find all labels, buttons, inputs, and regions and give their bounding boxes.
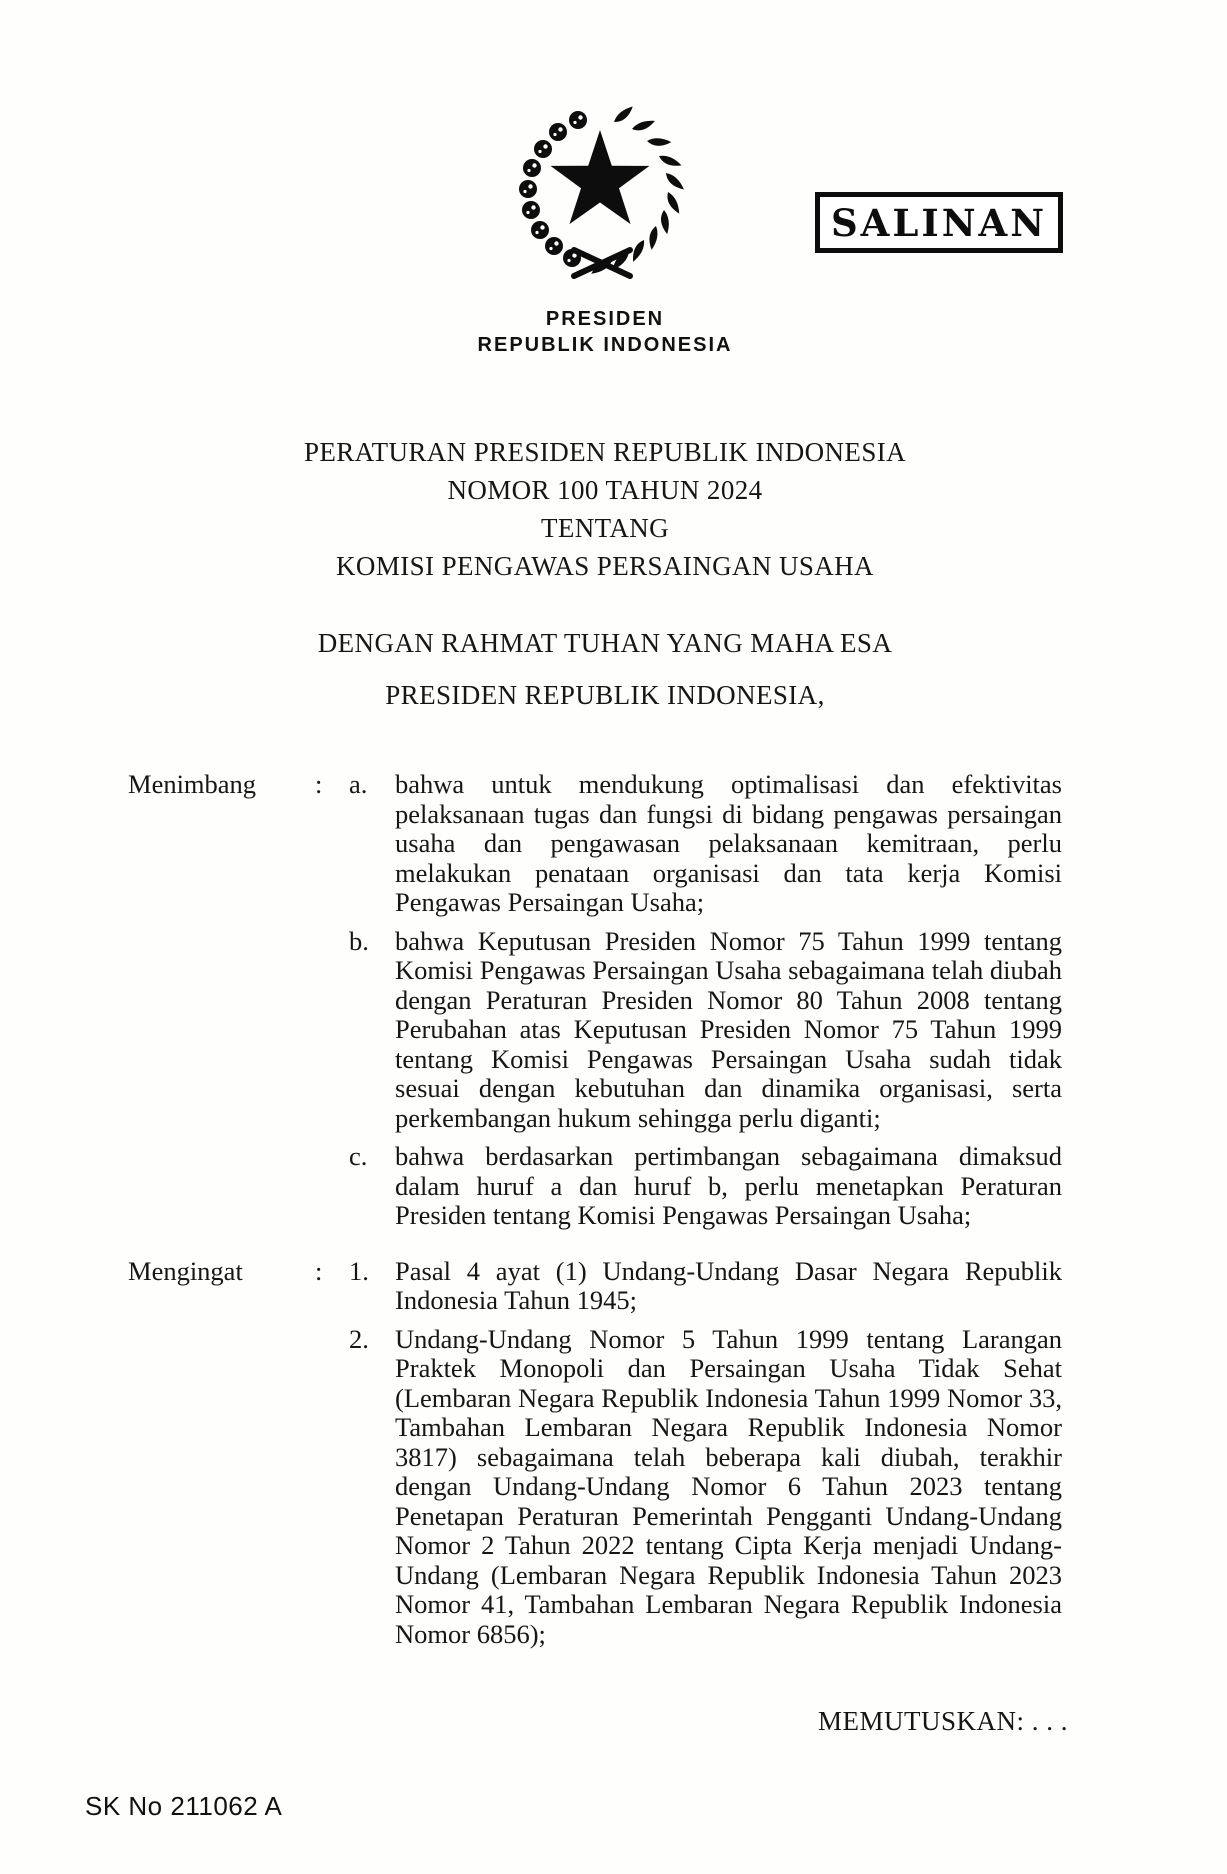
mengingat-label: Mengingat bbox=[128, 1255, 243, 1286]
item-text: Undang-Undang Nomor 5 Tahun 1999 tentang Larangan Praktek Monopoli dan Persaingan Usaha Tidak Sehat (Lembaran Negara Republik Indonesia Tahun 1999 Nomor 33, Tambahan Lembaran Negara Republik Indonesia Nomor 3817) sebagaimana telah beberapa kali diubah, terakhir dengan Undang-Undang Nomor 6 Tahun 2023 tentang Penetapan Peraturan Pemerintah Pengganti Undang-Undang Nomor 2 Tahun 2022 tentang Cipta Kerja menjadi Undang-Undang (Lembaran Negara Republik Indonesia Tahun 2023 Nomor 41, Tambahan Lembaran Negara Republik Indonesia Nomor 6856); bbox=[395, 1323, 1062, 1649]
item-marker: 1. bbox=[349, 1255, 369, 1286]
regulation-title-line2: NOMOR 100 TAHUN 2024 bbox=[447, 475, 763, 505]
item-text: Pasal 4 ayat (1) Undang-Undang Dasar Negara Republik Indonesia Tahun 1945; bbox=[395, 1255, 1062, 1315]
mengingat-item-2 bbox=[349, 1325, 1062, 1650]
regulation-title-line1: PERATURAN PRESIDEN REPUBLIK INDONESIA bbox=[303, 437, 907, 467]
menimbang-item-a bbox=[349, 770, 1062, 918]
menimbang-item-c bbox=[349, 1142, 1062, 1231]
invocation-line: DENGAN RAHMAT TUHAN YANG MAHA ESA bbox=[317, 628, 893, 658]
body-sections bbox=[128, 770, 1062, 1649]
menimbang-label: Menimbang bbox=[128, 769, 257, 799]
salinan-stamp-label: SALINAN bbox=[830, 200, 1048, 245]
item-marker: b. bbox=[349, 925, 369, 956]
regulation-title bbox=[100, 433, 1110, 585]
colon-separator: : bbox=[315, 769, 323, 799]
regulation-title-line4: KOMISI PENGAWAS PERSAINGAN USAHA bbox=[336, 551, 874, 581]
authority-line: PRESIDEN REPUBLIK INDONESIA, bbox=[385, 680, 825, 710]
mengingat-items bbox=[349, 1257, 1062, 1650]
regulation-title-line3: TENTANG bbox=[540, 513, 670, 543]
mengingat-item-1 bbox=[349, 1257, 1062, 1316]
letterhead-line-republik-indonesia: REPUBLIK INDONESIA bbox=[477, 334, 733, 356]
star-wreath-emblem-icon bbox=[512, 106, 688, 282]
sk-number: SK No 211062 A bbox=[85, 1791, 283, 1821]
item-text: bahwa Keputusan Presiden Nomor 75 Tahun 1999 tentang Komisi Pengawas Persaingan Usaha sebagaimana telah diubah dengan Peraturan Presiden Nomor 80 Tahun 2008 tentang Perubahan atas Keputusan Presiden Nomor 75 Tahun 1999 tentang Komisi Pengawas Persaingan Usaha sudah tidak sesuai dengan kebutuhan dan dinamika organisasi, serta perkembangan hukum sehingga perlu diganti; bbox=[395, 925, 1062, 1133]
letterhead bbox=[100, 306, 1110, 358]
menimbang-item-b bbox=[349, 927, 1062, 1134]
menimbang-items bbox=[349, 770, 1062, 1231]
letterhead-line-presiden: PRESIDEN bbox=[545, 308, 665, 330]
item-marker: 2. bbox=[349, 1323, 369, 1354]
item-text: bahwa berdasarkan pertimbangan sebagaimana dimaksud dalam huruf a dan huruf b, perlu menetapkan Peraturan Presiden tentang Komisi Pengawas Persaingan Usaha; bbox=[395, 1141, 1062, 1230]
mengingat-section bbox=[128, 1257, 1062, 1650]
item-text: bahwa untuk mendukung optimalisasi dan efektivitas pelaksanaan tugas dan fungsi di bidang pengawas persaingan usaha dan pengawasan pelaksanaan kemitraan, perlu melakukan penataan organisasi dan tata kerja Komisi Pengawas Persaingan Usaha; bbox=[395, 769, 1062, 917]
menimbang-section bbox=[128, 770, 1062, 1231]
item-marker: a. bbox=[349, 769, 368, 799]
item-marker: c. bbox=[349, 1141, 368, 1171]
colon-separator: : bbox=[315, 1255, 323, 1286]
salinan-stamp bbox=[815, 192, 1063, 253]
memutuskan-continuation: MEMUTUSKAN: . . . bbox=[818, 1706, 1069, 1736]
